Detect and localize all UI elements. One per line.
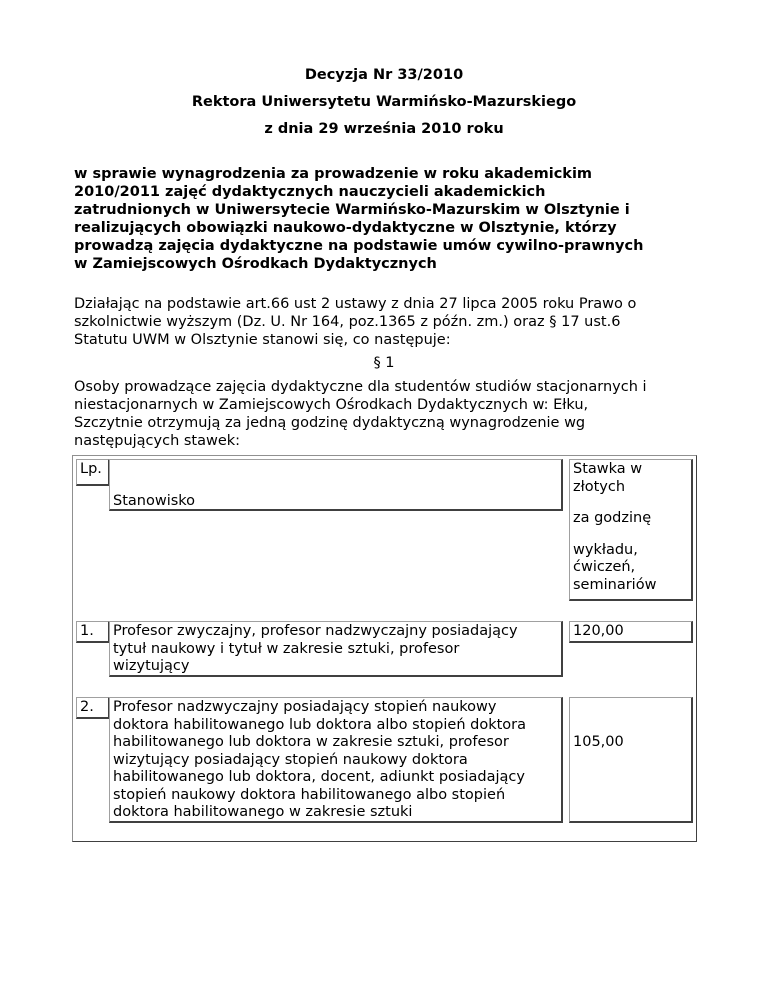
position-line: doktora habilitowanego lub doktora albo stopień doktora: [113, 716, 527, 733]
position-line: wizytujący posiadający stopień naukowy doktora: [113, 751, 468, 768]
subject-line: zatrudnionych w Uniwersytecie Warmińsko-Mazurskim w Olsztynie i: [74, 202, 630, 218]
position-line: tytuł naukowy i tytuł w zakresie sztuki, profesor: [113, 640, 460, 657]
row-1-rate: 120,00: [569, 621, 693, 643]
row-1-lp: 1.: [76, 621, 110, 643]
header-rate-sub2-line: seminariów: [573, 576, 657, 593]
position-line: Profesor zwyczajny, profesor nadzwyczajny posiadający: [113, 623, 518, 639]
row-2-lp: 2.: [76, 697, 110, 719]
section-text-line: niestacjonarnych w Zamiejscowych Ośrodkach Dydaktycznych w: Ełku,: [74, 397, 589, 413]
preamble: [74, 295, 714, 349]
subject-line: w Zamiejscowych Ośrodkach Dydaktycznych: [74, 256, 437, 272]
position-line: habilitowanego lub doktora w zakresie sztuki, profesor: [113, 734, 509, 750]
section-text-line: Szczytnie otrzymują za jedną godzinę dydaktyczną wynagrodzenie wg: [74, 415, 586, 431]
subject-line: prowadzą zajęcia dydaktyczne na podstawie umów cywilno-prawnych: [74, 238, 644, 254]
position-line: doktora habilitowanego w zakresie sztuki: [113, 804, 413, 820]
row-1-position: [109, 621, 563, 677]
header-position: Stanowisko: [109, 459, 563, 511]
subject: [74, 165, 714, 273]
row-2-rate: 105,00: [569, 697, 693, 823]
preamble-line: Statutu UWM w Olsztynie stanowi się, co następuje:: [74, 332, 451, 348]
issuer: Rektora Uniwersytetu Warmińsko-Mazurskiego: [191, 94, 577, 110]
header-rate-line: Stawka w: [573, 461, 643, 477]
position-line: Profesor nadzwyczajny posiadający stopień naukowy: [113, 699, 497, 715]
subject-line: realizujących obowiązki naukowo-dydaktyczne w Olsztynie, którzy: [74, 220, 617, 236]
subject-line: w sprawie wynagrodzenia za prowadzenie w roku akademickim: [74, 166, 593, 182]
decision-date: z dnia 29 września 2010 roku: [264, 121, 504, 137]
header-rate-sub: za godzinę: [573, 510, 652, 526]
section-text: [74, 378, 714, 450]
decision-title: Decyzja Nr 33/2010: [304, 67, 464, 83]
preamble-line: Działając na podstawie art.66 ust 2 ustawy z dnia 27 lipca 2005 roku Prawo o: [74, 296, 637, 312]
section-text-line: następujących stawek:: [74, 433, 241, 449]
header-rate-sub2-line: wykładu,: [573, 541, 638, 558]
header-rate-sub2-line: ćwiczeń,: [573, 559, 636, 575]
section-mark: § 1: [373, 355, 395, 371]
row-2-position: [109, 697, 563, 823]
header-rate: [569, 459, 693, 601]
header-rate-line: złotych: [573, 478, 626, 495]
subject-line: 2010/2011 zajęć dydaktycznych nauczycieli akademickich: [74, 184, 546, 200]
position-line: wizytujący: [113, 658, 190, 674]
header-lp: Lp.: [76, 459, 110, 486]
position-line: stopień naukowy doktora habilitowanego albo stopień: [113, 786, 506, 803]
section-text-line: Osoby prowadzące zajęcia dydaktyczne dla studentów studiów stacjonarnych i: [74, 379, 647, 395]
rates-table: [72, 455, 697, 842]
position-line: habilitowanego lub doktora, docent, adiunkt posiadający: [113, 769, 525, 785]
preamble-line: szkolnictwie wyższym (Dz. U. Nr 164, poz.1365 z późn. zm.) oraz § 17 ust.6: [74, 314, 621, 330]
